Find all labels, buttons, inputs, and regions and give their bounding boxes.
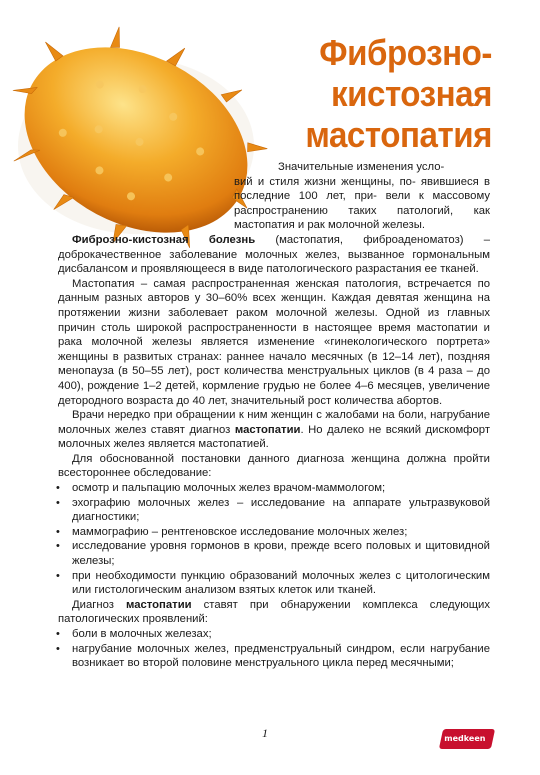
page-number: 1 <box>262 726 268 740</box>
list-item: • боли в молочных железах; <box>58 627 490 642</box>
title-line-3: мастопатия <box>305 114 492 155</box>
article-body <box>58 160 490 671</box>
intro-first-line: Значительные изменения усло- <box>278 161 445 173</box>
site-logo <box>439 729 495 763</box>
symptoms-intro-paragraph: Диагноз мастопатии ставят при обнаружении комплекса следующих патологических проявлений: <box>58 598 490 626</box>
list-item: • нагрубание молочных желез, предменструальный синдром, если нагрубание возникает во второй половине менструального цикла перед месячными; <box>58 642 490 671</box>
diagnosis-term: мастопатии <box>234 423 301 436</box>
site-logo-text: medkeen .info <box>444 734 486 763</box>
list-item: • эхографию молочных желез – исследование на аппарате ультразвуковой диагностики; <box>58 496 490 525</box>
prevalence-paragraph: Мастопатия – самая распространенная женская патология, встречается по данным разных авторов у 30–60% всех женщин. Каждая девятая женщина на протяжении жизни заболевает раком молочной железы. Одной из главных причин столь широкой распространенности в настоящее время мастопатии и рака молочной железы является изменение «гинекологического портрета» женщины в развитых странах: раннее начало месячных (в 12–14 лет), поздняя менопауза (в 50–55 лет), рост количества менструальных циклов (в 4 раза – до 400), рождение 1–2 детей, кормление грудью не более 4–6 месяцев, увеличение детородного возраста до 40 лет, значительный рост количества абортов. <box>58 277 490 407</box>
definition-paragraph <box>58 233 490 277</box>
intro-paragraph: вий и стиля жизни женщины, по- явившиеся в последние 100 лет, при- вели к массовому распространению таких патологий, как мастопатия и рак молочной железы. <box>234 175 490 232</box>
list-item: • маммографию – рентгеновское исследование молочных желез; <box>58 525 490 540</box>
definition-term: Фиброзно-кистозная болезнь <box>72 233 256 246</box>
exam-intro-paragraph: Для обоснованной постановки данного диагноза женщина должна пройти всестороннее обследование: <box>58 452 490 480</box>
article-title <box>216 32 492 155</box>
title-line-2: кистозная <box>330 73 492 114</box>
symptom-list <box>58 627 490 671</box>
diagnosis-paragraph: Врачи нередко при обращении к ним женщин с жалобами на боли, нагрубание молочных желез ставят диагноз мастопатии. Но далеко не всякий дискомфорт молочных желез является мастопатией. <box>58 409 490 451</box>
list-item: • исследование уровня гормонов в крови, прежде всего половых и щитовидной железы; <box>58 539 490 568</box>
symptoms-term: мастопатии <box>126 598 192 611</box>
title-line-1: Фиброзно- <box>319 32 492 73</box>
exam-list <box>58 481 490 598</box>
definition-text: (мастопатия, фиброаденоматоз) – доброкачественное заболевание молочных желез, вызванное гормональным дисбалансом и проявляющееся в виде патологического разрастания ее тканей. <box>58 233 491 276</box>
list-item: • при необходимости пункцию образований молочных желез с цитологическим или гистологическим анализом взятых клеток или тканей. <box>58 569 490 598</box>
list-item: • осмотр и пальпацию молочных желез врачом-маммологом; <box>58 481 490 496</box>
